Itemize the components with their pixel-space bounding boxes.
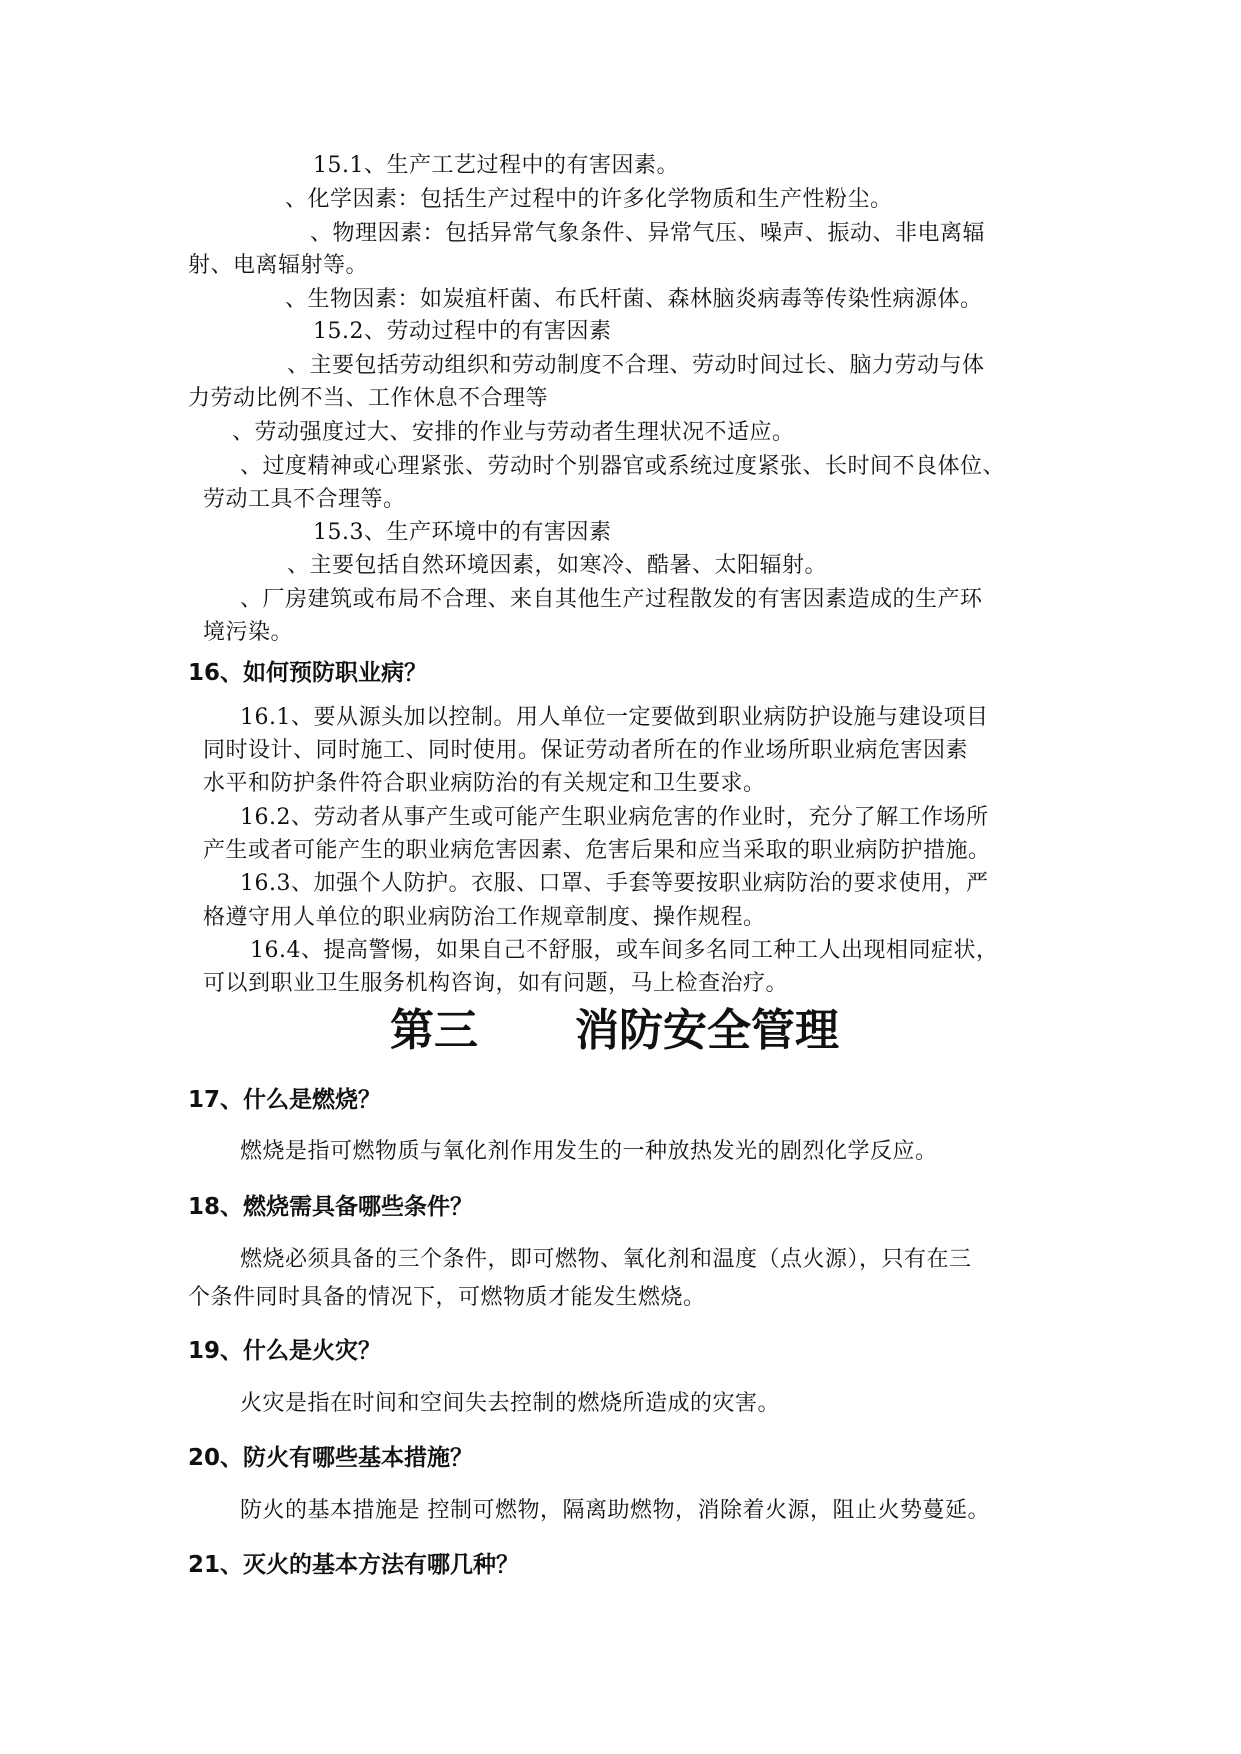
paragraph-line: 可以到职业卫生服务机构咨询，如有问题，马上检查治疗。 xyxy=(203,971,789,996)
paragraph-line: 、过度精神或心理紧张、劳动时个别器官或系统过度紧张、长时间不良体位、 xyxy=(240,454,1006,479)
subsection-15-3-title: 15.3、生产环境中的有害因素 xyxy=(313,520,612,545)
paragraph-line: 、生物因素：如炭疽杆菌、布氏杆菌、森林脑炎病毒等传染性病源体。 xyxy=(285,287,983,312)
question-18-heading: 18、燃烧需具备哪些条件？ xyxy=(188,1194,474,1220)
paragraph-line: 、主要包括劳动组织和劳动制度不合理、劳动时间过长、脑力劳动与体 xyxy=(287,353,985,378)
paragraph-line: 力劳动比例不当、工作休息不合理等 xyxy=(188,386,549,411)
paragraph-line: 格遵守用人单位的职业病防治工作规章制度、操作规程。 xyxy=(203,905,766,930)
paragraph-line: 燃烧是指可燃物质与氧化剂作用发生的一种放热发光的剧烈化学反应。 xyxy=(240,1139,938,1164)
paragraph-line: 产生或者可能产生的职业病危害因素、危害后果和应当采取的职业病防护措施。 xyxy=(203,838,991,863)
paragraph-line: 火灾是指在时间和空间失去控制的燃烧所造成的灾害。 xyxy=(240,1391,781,1416)
question-20-heading: 20、防火有哪些基本措施？ xyxy=(188,1445,474,1471)
paragraph-line: 16.2、劳动者从事产生或可能产生职业病危害的作业时，充分了解工作场所 xyxy=(240,805,989,830)
paragraph-line: 16.3、加强个人防护。衣服、口罩、手套等要按职业病防治的要求使用，严 xyxy=(240,871,989,896)
paragraph-line: 境污染。 xyxy=(203,620,294,645)
paragraph-line: 16.1、要从源头加以控制。用人单位一定要做到职业病防护设施与建设项目 xyxy=(240,705,989,730)
paragraph-line: 、劳动强度过大、安排的作业与劳动者生理状况不适应。 xyxy=(232,420,795,445)
paragraph-line: 防火的基本措施是 控制可燃物，隔离助燃物，消除着火源，阻止火势蔓延。 xyxy=(240,1498,990,1523)
paragraph-line: 同时设计、同时施工、同时使用。保证劳动者所在的作业场所职业病危害因素 xyxy=(203,738,969,763)
paragraph-line: 燃烧必须具备的三个条件，即可燃物、氧化剂和温度（点火源），只有在三 xyxy=(240,1247,972,1272)
question-17-heading: 17、什么是燃烧？ xyxy=(188,1087,382,1113)
paragraph-line: 水平和防护条件符合职业病防治的有关规定和卫生要求。 xyxy=(203,771,766,796)
paragraph-line: 、化学因素：包括生产过程中的许多化学物质和生产性粉尘。 xyxy=(285,187,893,212)
paragraph-line: 、物理因素：包括异常气象条件、异常气压、噪声、振动、非电离辐 xyxy=(310,221,986,246)
question-21-heading: 21、灭火的基本方法有哪几种？ xyxy=(188,1552,520,1578)
question-19-heading: 19、什么是火灾？ xyxy=(188,1338,382,1364)
paragraph-line: 射、电离辐射等。 xyxy=(188,253,369,278)
chapter-title: 消防安全管理 xyxy=(575,1005,839,1056)
chapter-number: 第三 xyxy=(390,1005,478,1056)
paragraph-line: 、主要包括自然环境因素，如寒冷、酷暑、太阳辐射。 xyxy=(287,553,828,578)
question-16-heading: 16、如何预防职业病？ xyxy=(188,660,428,686)
paragraph-line: 劳动工具不合理等。 xyxy=(203,487,406,512)
paragraph-line: 、厂房建筑或布局不合理、来自其他生产过程散发的有害因素造成的生产环 xyxy=(240,587,983,612)
subsection-15-1-title: 15.1、生产工艺过程中的有害因素。 xyxy=(313,153,679,178)
subsection-15-2-title: 15.2、劳动过程中的有害因素 xyxy=(313,319,612,344)
paragraph-line: 个条件同时具备的情况下，可燃物质才能发生燃烧。 xyxy=(188,1285,706,1310)
paragraph-line: 16.4、提高警惕，如果自己不舒服，或车间多名同工种工人出现相同症状， xyxy=(250,938,999,963)
